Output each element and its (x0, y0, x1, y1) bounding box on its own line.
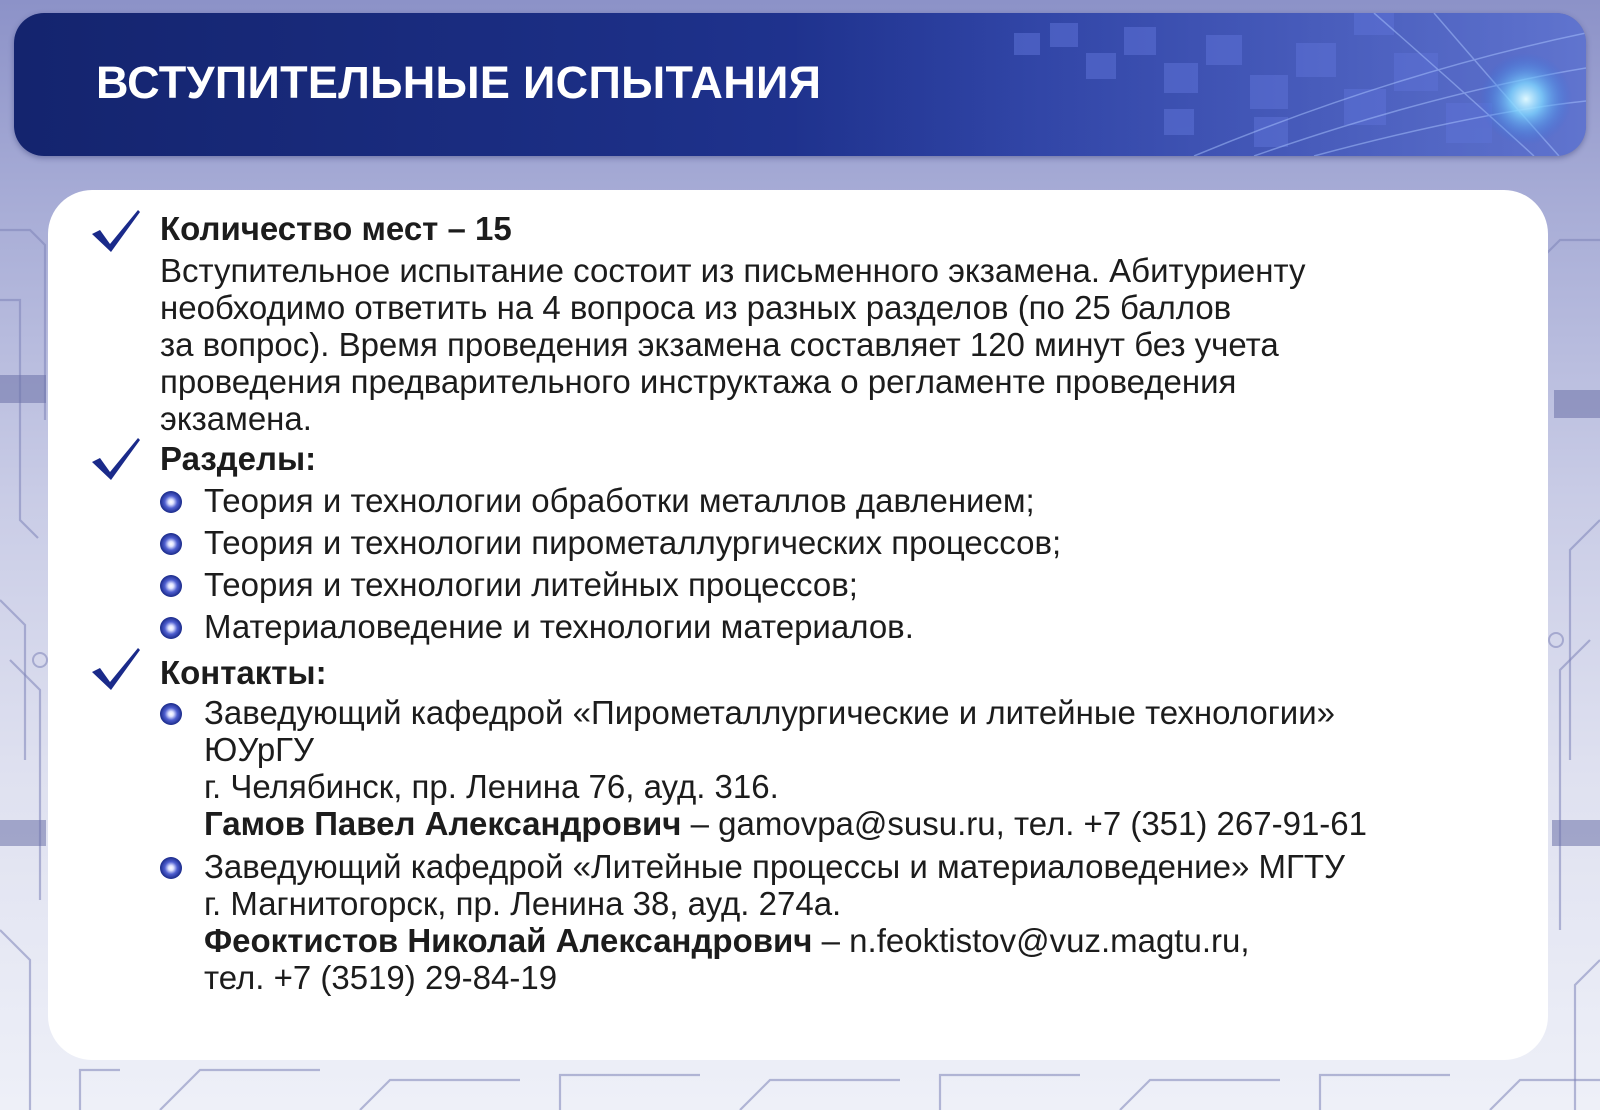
bullet-dot-icon (160, 491, 182, 513)
page-title: ВСТУПИТЕЛЬНЫЕ ИСПЫТАНИЯ (96, 57, 822, 108)
phone-line: тел. +7 (3519) 29-84-19 (204, 959, 558, 996)
contacts-heading: Контакты: (160, 654, 327, 691)
exam-description-line: необходимо ответить на 4 вопроса из разных разделов (по 25 баллов (160, 289, 1232, 326)
person-line (204, 805, 1367, 842)
bullet-dot-icon (160, 533, 182, 555)
department-line: Заведующий кафедрой «Пирометаллургические и литейные технологии» (204, 694, 1336, 731)
department-line: Заведующий кафедрой «Литейные процессы и материаловедение» МГТУ (204, 848, 1345, 885)
exam-description (160, 252, 1490, 437)
checkmark-icon (90, 208, 142, 254)
bullet-dot-icon (160, 575, 182, 597)
person-name: Феоктистов Николай Александрович (204, 922, 813, 959)
seats-heading: Количество мест – 15 (160, 210, 512, 247)
header-banner (14, 13, 1586, 156)
contact-text (204, 694, 1367, 842)
address-line: г. Магнитогорск, пр. Ленина 38, ауд. 274а. (204, 885, 842, 922)
sections-heading: Разделы: (160, 440, 317, 477)
exam-description-line: Вступительное испытание состоит из письменного экзамена. Абитуриенту (160, 252, 1306, 289)
person-line (204, 922, 1345, 959)
address-line: г. Челябинск, пр. Ленина 76, ауд. 316. (204, 768, 779, 805)
person-name: Гамов Павел Александрович (204, 805, 682, 842)
bullet-dot-icon (160, 703, 182, 725)
contact-details[interactable]: – gamovpa@susu.ru, тел. +7 (351) 267-91-61 (681, 805, 1367, 842)
contact-text (204, 848, 1345, 996)
bullet-dot-icon (160, 617, 182, 639)
exam-description-line: проведения предварительного инструктажа о регламенте проведения (160, 363, 1237, 400)
exam-description-line: экзамена. (160, 400, 312, 437)
checkmark-icon (90, 646, 142, 692)
exam-description-line: за вопрос). Время проведения экзамена составляет 120 минут без учета (160, 326, 1279, 363)
checkmark-icon (90, 436, 142, 482)
section-item: Теория и технологии литейных процессов; (204, 566, 858, 603)
bullet-dot-icon (160, 857, 182, 879)
department-line: ЮУрГУ (204, 731, 315, 768)
section-item: Теория и технологии пирометаллургических процессов; (204, 524, 1062, 561)
contact-details[interactable]: – n.feoktistov@vuz.magtu.ru, (812, 922, 1250, 959)
content-card (48, 190, 1548, 1060)
section-item: Материаловедение и технологии материалов. (204, 608, 914, 645)
section-item: Теория и технологии обработки металлов давлением; (204, 482, 1035, 519)
